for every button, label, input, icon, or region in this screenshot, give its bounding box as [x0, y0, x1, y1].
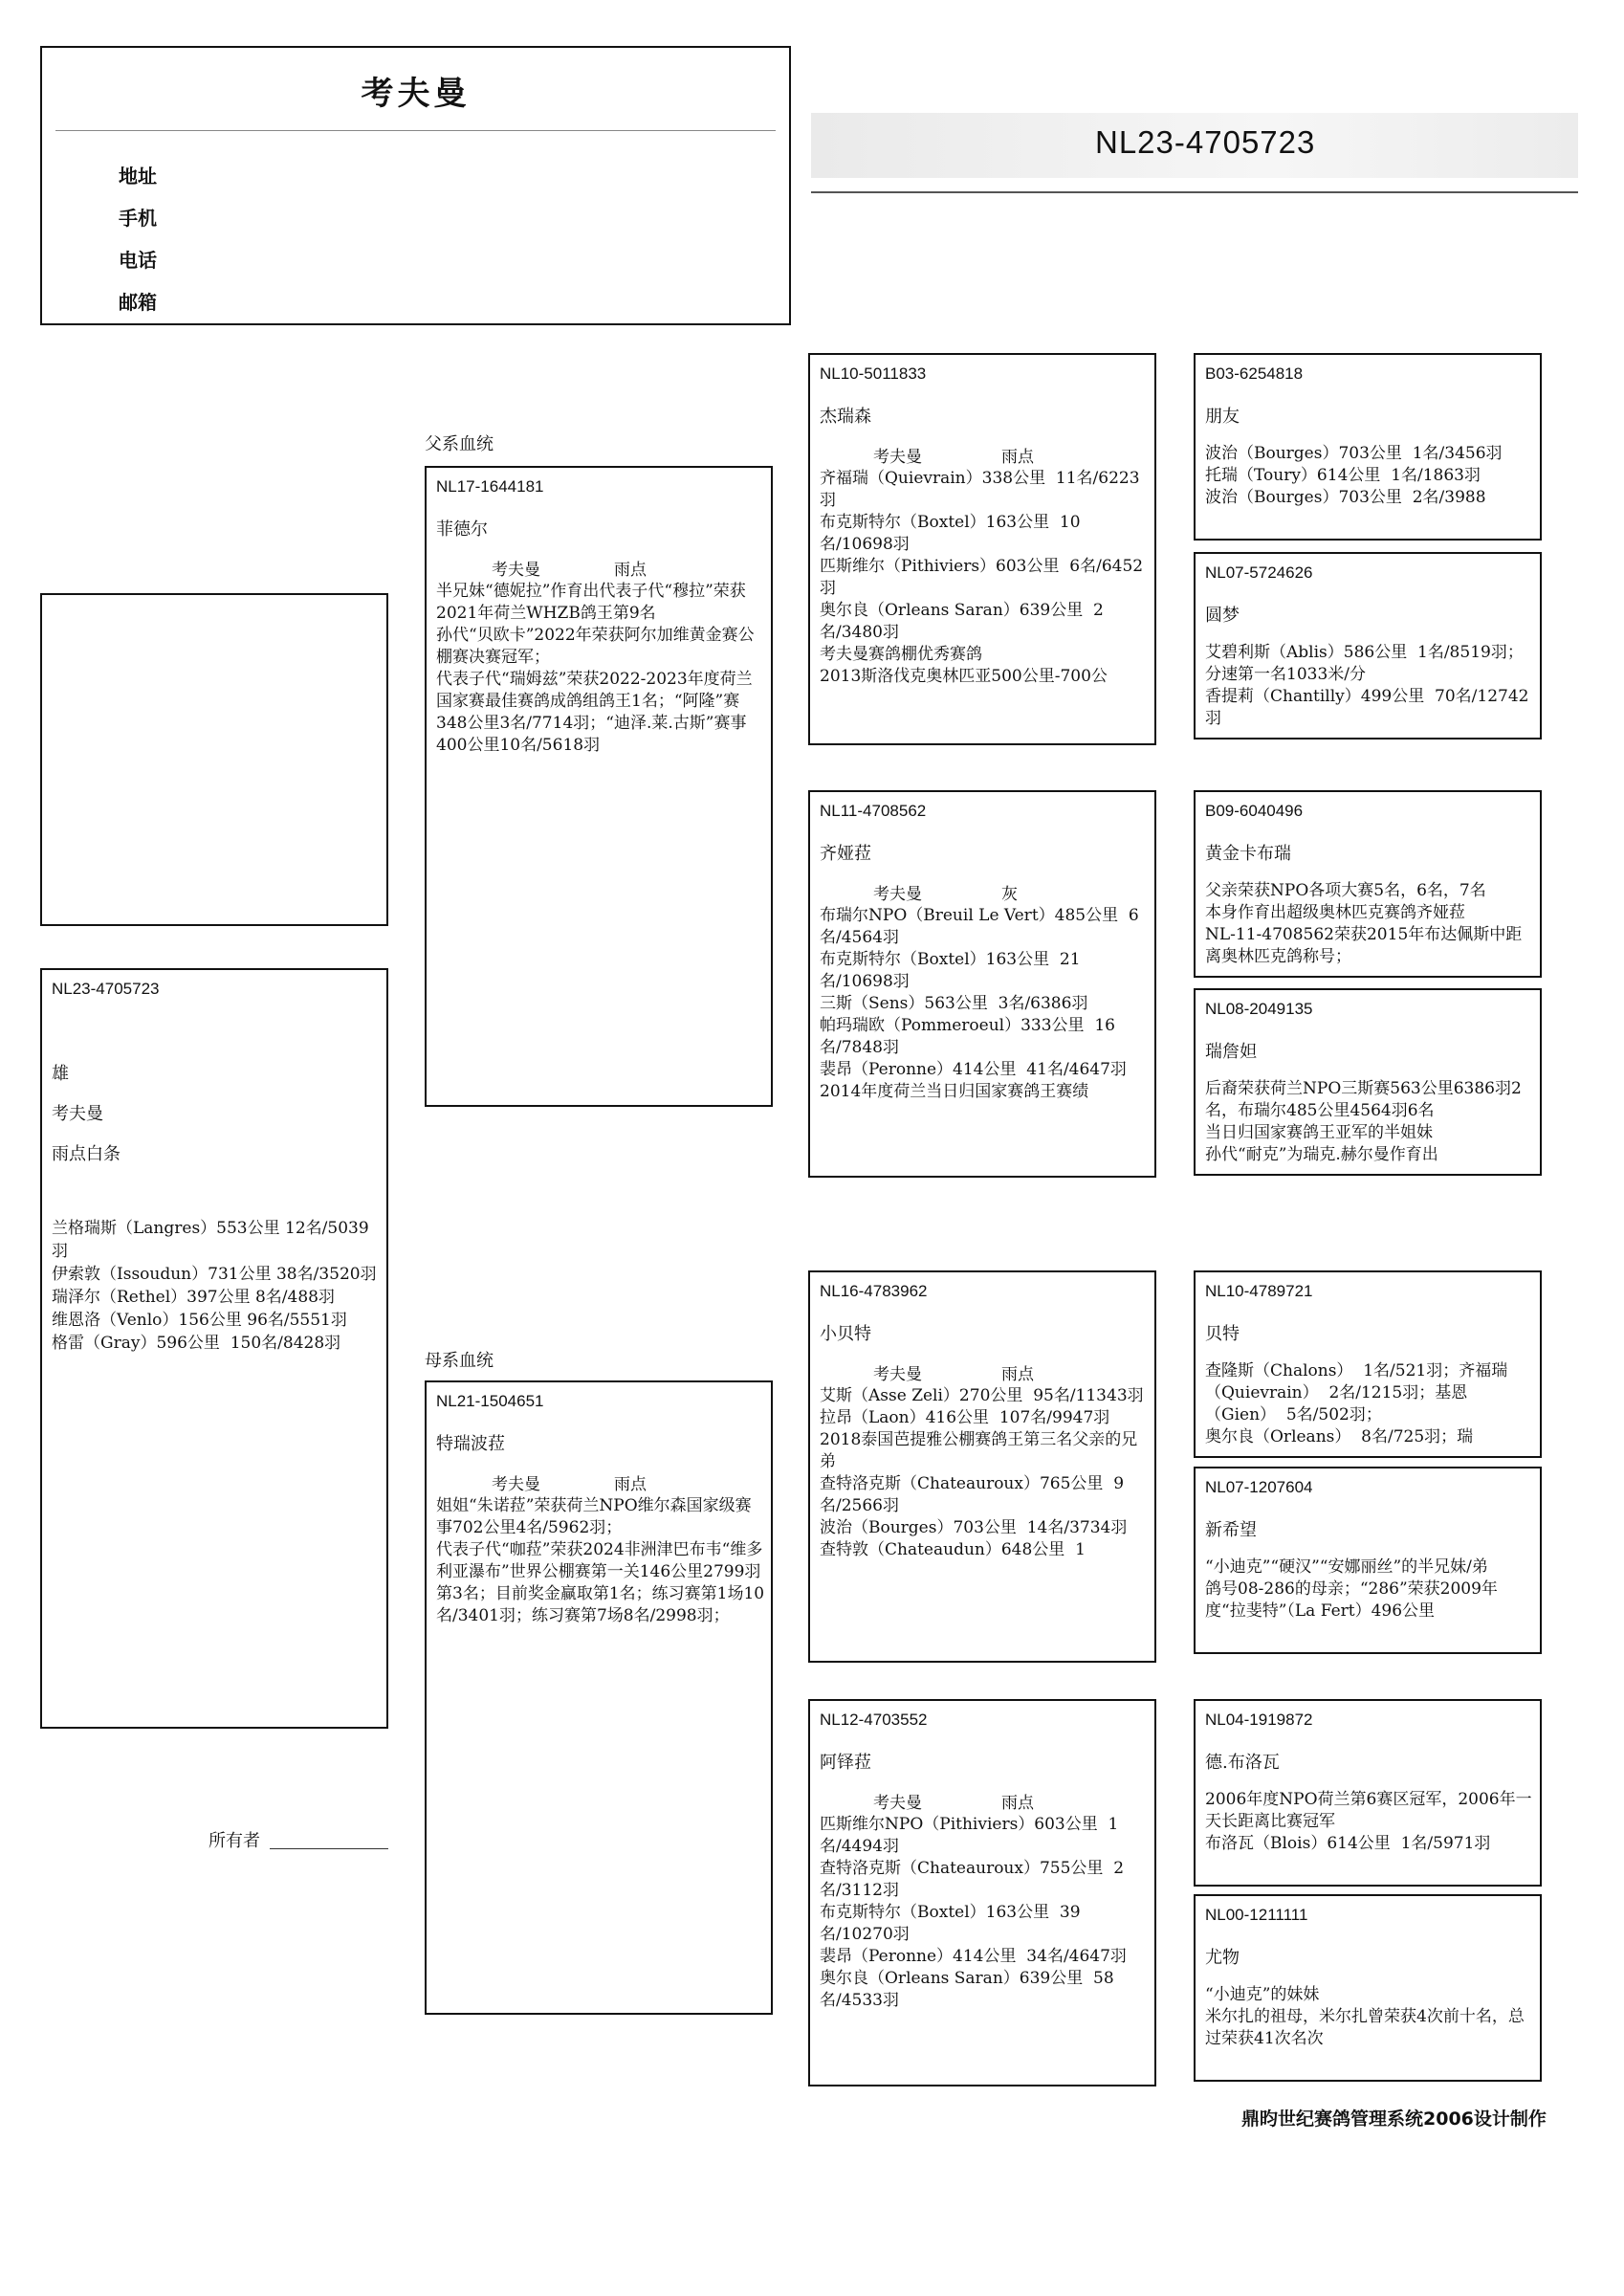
ssd-box — [1194, 552, 1542, 740]
sire-dam-ring: NL11-4708562 — [820, 802, 927, 820]
dds-performance: 2006年度NPO荷兰第6赛区冠军，2006年一天长距离比赛冠军 布洛瓦（Blois）614公里 1名/5971羽 — [1205, 1790, 1532, 1853]
dam-line-label: 母系血统 — [425, 1351, 494, 1371]
dam-name: 特瑞波菈 — [436, 1434, 505, 1454]
dsd-name: 新希望 — [1205, 1520, 1257, 1540]
sire-dam-breeder: 考夫曼 — [873, 885, 922, 904]
ddd-box — [1194, 1894, 1542, 2082]
owner-signature-line — [270, 1848, 388, 1849]
sire-sire-performance: 齐福瑞（Quievrain）338公里 11名/6223羽 布克斯特尔（Boxtel）163公里 10名/10698羽 匹斯维尔（Pithiviers）603公里 6名/6452羽 奥尔良（Orleans Saran）639公里 2名/3480羽 考夫曼赛鸽棚优秀赛鸽 2013斯洛伐克奥林匹亚500公里-700公 — [820, 469, 1144, 686]
sds-name: 黄金卡布瑞 — [1205, 844, 1291, 864]
sds-box — [1194, 790, 1542, 978]
sire-sire-name: 杰瑞森 — [820, 407, 871, 427]
dam-sire-box — [808, 1270, 1156, 1663]
dsd-box — [1194, 1467, 1542, 1654]
sds-ring: B09-6040496 — [1205, 802, 1304, 820]
sire-line-label: 父系血统 — [425, 434, 494, 454]
owner-info-box — [40, 46, 791, 325]
mobile-label: 手机 — [119, 207, 157, 230]
sire-dam-performance: 布瑞尔NPO（Breuil Le Vert）485公里 6名/4564羽 布克斯特尔（Boxtel）163公里 21名/10698羽 三斯（Sens）563公里 3名/6386羽 帕玛瑞欧（Pommeroeul）333公里 16名/7848羽 裴昂（Peronne）414公里 41名/4647羽 2014年度荷兰当日归国家赛鸽王赛绩 — [820, 906, 1139, 1101]
dam-box — [425, 1380, 773, 2015]
dam-performance: 姐姐“朱诺菈”荣获荷兰NPO维尔森国家级赛事702公里4名/5962羽； 代表子代“咖菈”荣获2024非洲津巴布韦“维多利亚瀑布”世界公棚赛第一关146公里2799羽第3名；目前奖金赢取第1名；练习赛第1场10名/3401羽；练习赛第7场8名/2998羽； — [436, 1496, 765, 1625]
ssd-performance: 艾碧利斯（Ablis）586公里 1名/8519羽；分速第一名1033米/分 香提莉（Chantilly）499公里 70名/12742羽 — [1205, 643, 1529, 728]
sire-performance: 半兄妹“德妮拉”作育出代表子代“穆拉”荣获2021年荷兰WHZB鸽王第9名 孙代“贝欧卡”2022年荣获阿尔加维黄金赛公棚赛决赛冠军； 代表子代“瑞姆兹”荣获2022-2023年度荷兰国家赛最佳赛鸽成鸽组鸽王1名；“阿隆”赛348公里3名/7714羽；“迪泽.莱.古斯”赛事400公里10名/5618羽 — [436, 582, 755, 755]
dds-name: 德.布洛瓦 — [1205, 1753, 1280, 1773]
sire-dam-box — [808, 790, 1156, 1178]
sds-performance: 父亲荣获NPO各项大赛5名，6名，7名 本身作育出超级奥林匹克赛鸽齐娅菈 NL-11-4708562荣获2015年布达佩斯中距离奥林匹克鸽称号； — [1205, 881, 1523, 966]
sire-box — [425, 466, 773, 1107]
dam-sire-ring: NL16-4783962 — [820, 1282, 928, 1300]
dam-sire-breeder: 考夫曼 — [873, 1365, 922, 1384]
sire-sire-ring: NL10-5011833 — [820, 364, 927, 383]
dds-box — [1194, 1699, 1542, 1887]
sire-dam-color: 灰 — [1001, 885, 1018, 904]
dam-color: 雨点 — [614, 1475, 647, 1494]
dam-ring: NL21-1504651 — [436, 1392, 544, 1410]
dsd-ring: NL07-1207604 — [1205, 1478, 1313, 1496]
sire-sire-color: 雨点 — [1001, 448, 1034, 467]
ssd-name: 圆梦 — [1205, 606, 1240, 626]
subject-pigeon-box — [40, 968, 388, 1729]
ssd-ring: NL07-5724626 — [1205, 563, 1313, 582]
mail-label: 邮箱 — [119, 291, 157, 314]
sire-breeder: 考夫曼 — [492, 561, 540, 580]
sss-name: 朋友 — [1205, 407, 1240, 427]
subject-performance: 兰格瑞斯（Langres）553公里 12名/5039羽 伊索敦（Issoudun）731公里 38名/3520羽 瑞泽尔（Rethel）397公里 8名/488羽 维恩洛（Venlo）156公里 96名/5551羽 格雷（Gray）596公里 150名/8428羽 — [52, 1219, 377, 1353]
ddd-name: 尤物 — [1205, 1948, 1240, 1968]
subject-sex: 雄 — [52, 1064, 69, 1084]
address-label: 地址 — [119, 165, 157, 188]
sire-sire-breeder: 考夫曼 — [873, 448, 922, 467]
sss-ring: B03-6254818 — [1205, 364, 1304, 383]
dam-dam-breeder: 考夫曼 — [873, 1794, 922, 1813]
owner-signature-label: 所有者 — [208, 1831, 260, 1851]
sire-name: 菲德尔 — [436, 519, 488, 540]
ddd-ring: NL00-1211111 — [1205, 1906, 1308, 1924]
sdd-performance: 后裔荣获荷兰NPO三斯赛563公里6386羽2名，布瑞尔485公里4564羽6名 当日归国家赛鸽王亚军的半姐妹 孙代“耐克”为瑞克.赫尔曼作育出 — [1205, 1079, 1522, 1164]
dam-sire-performance: 艾斯（Asse Zeli）270公里 95名/11343羽 拉昂（Laon）416公里 107名/9947羽 2018泰国芭提雅公棚赛鸽王第三名父亲的兄弟 查特洛克斯（Chateauroux）765公里 9名/2566羽 波治（Bourges）703公里 14名/3734羽 查特敦（Chateaudun）648公里 1 — [820, 1386, 1144, 1559]
sss-performance: 波治（Bourges）703公里 1名/3456羽 托瑞（Toury）614公里 1名/1863羽 波治（Bourges）703公里 2名/3988 — [1205, 444, 1503, 507]
footer-credit: 鼎昀世纪赛鸽管理系统2006设计制作 — [1241, 2108, 1547, 2130]
sire-color: 雨点 — [614, 561, 647, 580]
sdd-box — [1194, 988, 1542, 1176]
dss-name: 贝特 — [1205, 1324, 1240, 1344]
sire-ring: NL17-1644181 — [436, 477, 544, 496]
sire-dam-name: 齐娅菈 — [820, 844, 871, 864]
sdd-ring: NL08-2049135 — [1205, 1000, 1313, 1018]
pedigree-ring-number: NL23-4705723 — [1095, 124, 1316, 160]
sire-sire-box — [808, 353, 1156, 745]
dss-ring: NL10-4789721 — [1205, 1282, 1313, 1300]
subject-color: 雨点白条 — [52, 1144, 121, 1164]
dam-dam-ring: NL12-4703552 — [820, 1711, 928, 1729]
header-divider — [811, 191, 1578, 193]
dsd-performance: “小迪克”“硬汉”“安娜丽丝”的半兄妹/弟 鸽号08-286的母亲；“286”荣获2009年度“拉斐特”（La Fert）496公里 — [1205, 1557, 1498, 1621]
dss-performance: 查隆斯（Chalons） 1名/521羽；齐福瑞（Quievrain） 2名/1215羽；基恩（Gien） 5名/502羽； 奥尔良（Orleans） 8名/725羽；瑞 — [1205, 1361, 1508, 1446]
pigeon-photo-frame — [40, 593, 388, 926]
phone-label: 电话 — [119, 249, 157, 272]
dds-ring: NL04-1919872 — [1205, 1711, 1313, 1729]
owner-name: 考夫曼 — [361, 75, 471, 113]
dss-box — [1194, 1270, 1542, 1458]
sss-box — [1194, 353, 1542, 541]
subject-ring: NL23-4705723 — [52, 980, 160, 998]
ddd-performance: “小迪克”的妹妹 米尔扎的祖母，米尔扎曾荣获4次前十名，总过荣获41次名次 — [1205, 1985, 1525, 2048]
sdd-name: 瑞詹妲 — [1205, 1042, 1257, 1062]
dam-dam-color: 雨点 — [1001, 1794, 1034, 1813]
dam-dam-performance: 匹斯维尔NPO（Pithiviers）603公里 1名/4494羽 查特洛克斯（Chateauroux）755公里 2名/3112羽 布克斯特尔（Boxtel）163公里 39名/10270羽 裴昂（Peronne）414公里 34名/4647羽 奥尔良（Orleans Saran）639公里 58名/4533羽 — [820, 1815, 1127, 2010]
dam-sire-name: 小贝特 — [820, 1324, 871, 1344]
dam-dam-box — [808, 1699, 1156, 2086]
dam-breeder: 考夫曼 — [492, 1475, 540, 1494]
dam-dam-name: 阿铎菈 — [820, 1753, 871, 1773]
subject-breeder: 考夫曼 — [52, 1104, 103, 1124]
dam-sire-color: 雨点 — [1001, 1365, 1034, 1384]
owner-divider — [55, 130, 776, 131]
